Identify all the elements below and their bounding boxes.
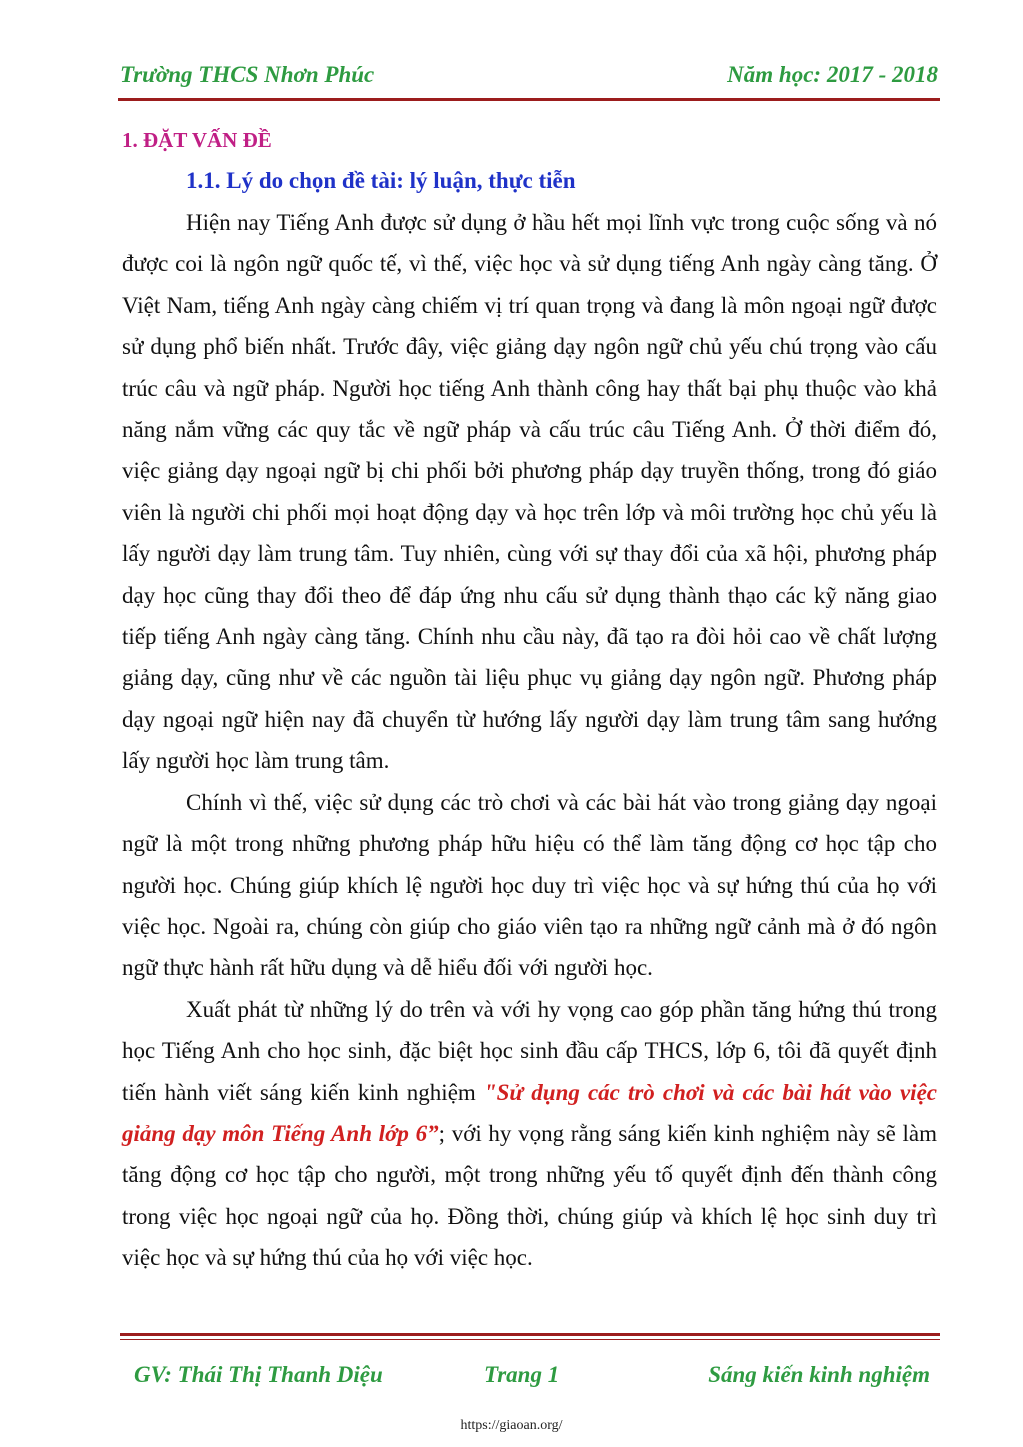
initiative-title: "Sử dụng các trò chơi và các bài hát vào việc giảng dạy môn Tiếng Anh lớp 6” xyxy=(122,1079,937,1146)
header-divider xyxy=(118,98,940,101)
paragraph-2: Chính vì thế, việc sử dụng các trò chơi và các bài hát vào trong giảng dạy ngoại ngữ là một trong những phương pháp hữu hiệu có thể làm tăng động cơ học tập cho người học. Chúng giúp khích lệ người học duy trì việc học và sự hứng thú của họ với việc học. Ngoài ra, chúng còn giúp cho giáo viên tạo ra những ngữ cảnh mà ở đó ngôn ngữ thực hành rất hữu dụng và dễ hiểu đối với người học. xyxy=(122,789,937,981)
school-name: Trường THCS Nhơn Phúc xyxy=(120,62,375,87)
paragraph-3-intro: Xuất phát từ những lý do trên và với hy vọng cao góp phần tăng hứng thú trong học Tiếng Anh cho học sinh, đặc biệt học sinh đầu cấp THCS, lớp 6, tôi đã quyết định tiến hành viết sáng kiến kinh nghiệm xyxy=(122,996,937,1105)
paragraph-3 xyxy=(122,989,937,1279)
school-year: Năm học: 2017 - 2018 xyxy=(727,62,938,87)
footer-divider-thick xyxy=(120,1333,940,1336)
document-body xyxy=(122,126,937,1279)
paragraph-3-rest: ; với hy vọng rằng sáng kiến kinh nghiệm này sẽ làm tăng động cơ học tập cho người, một trong những yếu tố quyết định đến thành công trong việc học ngoại ngữ của họ. Đồng thời, chúng giúp và khích lệ học sinh duy trì việc học và sự hứng thú của họ với việc học. xyxy=(122,1120,937,1271)
paragraph-1: Hiện nay Tiếng Anh được sử dụng ở hầu hết mọi lĩnh vực trong cuộc sống và nó được coi là ngôn ngữ quốc tế, vì thế, việc học và sử dụng tiếng Anh ngày càng tăng. Ở Việt Nam, tiếng Anh ngày càng chiếm vị trí quan trọng và đang là môn ngoại ngữ được sử dụng phổ biến nhất. Trước đây, việc giảng dạy ngôn ngữ chủ yếu chú trọng vào cấu trúc câu và ngữ pháp. Người học tiếng Anh thành công hay thất bại phụ thuộc vào khả năng nắm vững các quy tắc về ngữ pháp và cấu trúc câu Tiếng Anh. Ở thời điểm đó, việc giảng dạy ngoại ngữ bị chi phối bởi phương pháp dạy truyền thống, trong đó giáo viên là người chi phối mọi hoạt động dạy và học trên lớp và môi trường học chủ yếu là lấy người dạy làm trung tâm. Tuy nhiên, cùng với sự thay đổi của xã hội, phương pháp dạy học cũng thay đổi theo để đáp ứng nhu cấu sử dụng thành thạo các kỹ năng giao tiếp tiếng Anh ngày càng tăng. Chính nhu cầu này, đã tạo ra đòi hỏi cao về chất lượng giảng dạy, cũng như về các nguồn tài liệu phục vụ giảng dạy ngôn ngữ. Phương pháp dạy ngoại ngữ hiện nay đã chuyển từ hướng lấy người dạy làm trung tâm sang hướng lấy người học làm trung tâm. xyxy=(122,210,937,774)
document-type: Sáng kiến kinh nghiệm xyxy=(708,1362,930,1387)
page-footer xyxy=(120,1362,940,1392)
page-header xyxy=(120,62,938,92)
author-name: GV: Thái Thị Thanh Diệu xyxy=(134,1362,383,1387)
footer-divider-thin xyxy=(120,1339,940,1340)
page-number: Trang 1 xyxy=(484,1362,560,1387)
section-title: 1. ĐẶT VẤN ĐỀ xyxy=(122,128,272,152)
source-url: https://giaoan.org/ xyxy=(460,1418,563,1433)
subsection-title: 1.1. Lý do chọn đề tài: lý luận, thực tiễn xyxy=(186,168,576,193)
